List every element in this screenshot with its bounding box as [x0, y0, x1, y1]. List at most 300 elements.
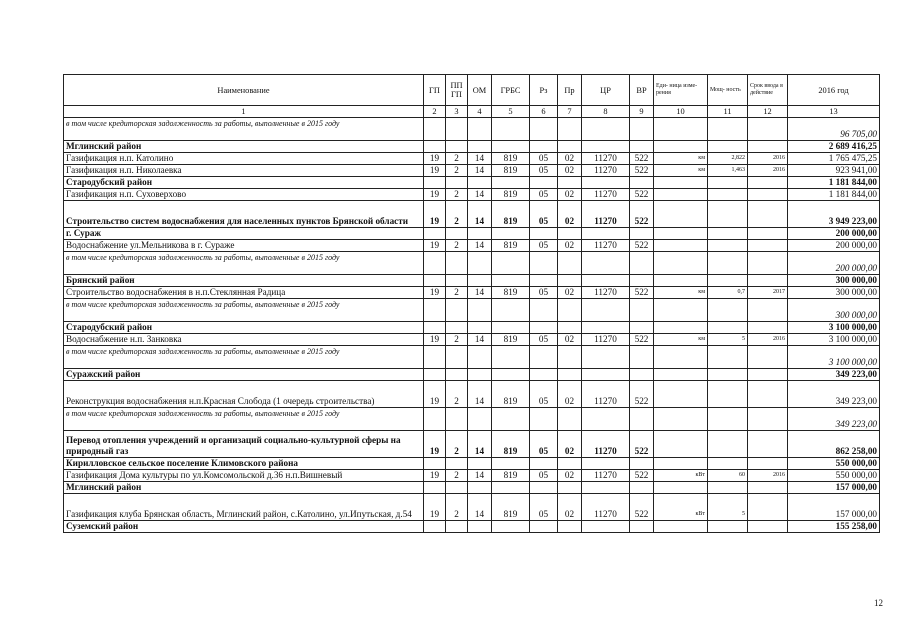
row-name: в том числе кредиторская задолженность за работы, выполненные в 2015 году [64, 118, 424, 141]
cell-term [748, 431, 788, 458]
cell-term [748, 381, 788, 408]
code-gp [424, 252, 446, 275]
code-grbs: 819 [492, 381, 530, 408]
cell-power [708, 482, 748, 494]
cell-unit: км [654, 165, 708, 177]
code-cs [582, 228, 630, 240]
row-amount: 349 223,00 [788, 369, 880, 381]
row-amount: 155 258,00 [788, 521, 880, 533]
code-rz [530, 275, 558, 287]
code-ppgp: 2 [446, 153, 468, 165]
code-om [468, 299, 492, 322]
code-grbs: 819 [492, 470, 530, 482]
code-pr [558, 299, 582, 322]
code-cs [582, 346, 630, 369]
code-vr [630, 299, 654, 322]
code-gp: 19 [424, 240, 446, 252]
cell-term [748, 346, 788, 369]
code-gp [424, 228, 446, 240]
row-name: г. Сураж [64, 228, 424, 240]
row-name: Газификация н.п. Католино [64, 153, 424, 165]
header-name: Наименование [64, 75, 424, 106]
row-amount: 157 000,00 [788, 482, 880, 494]
cell-unit [654, 521, 708, 533]
header-om: ОМ [468, 75, 492, 106]
code-rz: 05 [530, 470, 558, 482]
code-pr [558, 346, 582, 369]
code-om: 14 [468, 494, 492, 521]
code-vr: 522 [630, 470, 654, 482]
cell-power: 0,7 [708, 287, 748, 299]
code-ppgp [446, 228, 468, 240]
code-vr [630, 275, 654, 287]
code-om [468, 177, 492, 189]
table-row [64, 458, 880, 470]
column-number: 12 [748, 106, 788, 118]
code-ppgp: 2 [446, 494, 468, 521]
column-number: 11 [708, 106, 748, 118]
cell-power [708, 252, 748, 275]
cell-term [748, 458, 788, 470]
cell-term [748, 322, 788, 334]
row-amount: 1 765 475,25 [788, 153, 880, 165]
code-rz [530, 322, 558, 334]
code-om [468, 458, 492, 470]
code-grbs [492, 299, 530, 322]
code-om: 14 [468, 431, 492, 458]
header-cs: ЦР [582, 75, 630, 106]
column-number: 3 [446, 106, 468, 118]
row-amount: 3 949 223,00 [788, 201, 880, 228]
page-number: 12 [874, 598, 883, 608]
cell-term [748, 369, 788, 381]
code-rz: 05 [530, 240, 558, 252]
code-om [468, 521, 492, 533]
code-vr [630, 521, 654, 533]
code-grbs [492, 141, 530, 153]
row-amount: 300 000,00 [788, 275, 880, 287]
cell-power [708, 228, 748, 240]
code-om: 14 [468, 201, 492, 228]
code-gp [424, 482, 446, 494]
cell-power [708, 369, 748, 381]
code-gp: 19 [424, 381, 446, 408]
cell-power [708, 189, 748, 201]
row-name: в том числе кредиторская задолженность за работы, выполненные в 2015 году [64, 408, 424, 431]
row-name: Реконструкция водоснабжения н.п.Красная Слобода (1 очередь строительства) [64, 381, 424, 408]
cell-unit: кВт [654, 470, 708, 482]
code-pr [558, 322, 582, 334]
table-row [64, 177, 880, 189]
cell-unit [654, 118, 708, 141]
row-amount: 1 181 844,00 [788, 177, 880, 189]
table-row [64, 494, 880, 521]
code-gp [424, 369, 446, 381]
code-om [468, 322, 492, 334]
code-grbs: 819 [492, 431, 530, 458]
table-row [64, 165, 880, 177]
code-vr: 522 [630, 240, 654, 252]
code-rz [530, 141, 558, 153]
table-row [64, 275, 880, 287]
column-number: 1 [64, 106, 424, 118]
code-gp: 19 [424, 189, 446, 201]
code-cs [582, 322, 630, 334]
column-number: 8 [582, 106, 630, 118]
column-number: 4 [468, 106, 492, 118]
code-ppgp [446, 521, 468, 533]
code-rz [530, 118, 558, 141]
cell-power: 1,463 [708, 165, 748, 177]
code-rz: 05 [530, 494, 558, 521]
cell-term [748, 240, 788, 252]
cell-unit: кВт [654, 494, 708, 521]
cell-power [708, 141, 748, 153]
row-name: Строительство водоснабжения в н.п.Стеклянная Радица [64, 287, 424, 299]
code-rz [530, 369, 558, 381]
code-grbs: 819 [492, 201, 530, 228]
table-row [64, 521, 880, 533]
cell-term [748, 275, 788, 287]
code-rz: 05 [530, 381, 558, 408]
cell-unit [654, 381, 708, 408]
code-rz [530, 458, 558, 470]
code-rz: 05 [530, 201, 558, 228]
cell-term: 2016 [748, 470, 788, 482]
code-rz [530, 252, 558, 275]
cell-unit [654, 189, 708, 201]
code-vr [630, 482, 654, 494]
cell-unit: км [654, 287, 708, 299]
code-cs: 11270 [582, 470, 630, 482]
code-vr: 522 [630, 431, 654, 458]
cell-power [708, 458, 748, 470]
code-ppgp: 2 [446, 381, 468, 408]
code-pr [558, 252, 582, 275]
cell-unit [654, 346, 708, 369]
row-name: в том числе кредиторская задолженность за работы, выполненные в 2015 году [64, 299, 424, 322]
cell-term [748, 177, 788, 189]
header-pr: Пр [558, 75, 582, 106]
column-number: 2 [424, 106, 446, 118]
row-amount: 3 100 000,00 [788, 322, 880, 334]
cell-unit [654, 275, 708, 287]
code-grbs [492, 482, 530, 494]
table-row [64, 322, 880, 334]
code-cs [582, 521, 630, 533]
code-gp [424, 299, 446, 322]
code-ppgp [446, 482, 468, 494]
header-year: 2016 год [788, 75, 880, 106]
cell-power [708, 118, 748, 141]
code-gp [424, 141, 446, 153]
cell-power [708, 408, 748, 431]
cell-power [708, 431, 748, 458]
cell-unit [654, 201, 708, 228]
cell-power: 5 [708, 334, 748, 346]
code-pr: 02 [558, 287, 582, 299]
table-row [64, 240, 880, 252]
code-rz: 05 [530, 165, 558, 177]
code-grbs [492, 252, 530, 275]
code-pr: 02 [558, 201, 582, 228]
code-gp: 19 [424, 334, 446, 346]
code-om: 14 [468, 381, 492, 408]
code-pr [558, 408, 582, 431]
code-vr: 522 [630, 381, 654, 408]
row-amount: 550 000,00 [788, 458, 880, 470]
code-rz [530, 482, 558, 494]
row-name: Стародубский район [64, 322, 424, 334]
code-grbs [492, 408, 530, 431]
row-name: Суземский район [64, 521, 424, 533]
column-number: 7 [558, 106, 582, 118]
cell-power [708, 346, 748, 369]
code-gp [424, 118, 446, 141]
row-name: Перевод отопления учреждений и организаций социально-культурной сферы на природный газ [64, 431, 424, 458]
code-grbs: 819 [492, 494, 530, 521]
code-gp: 19 [424, 165, 446, 177]
row-amount: 200 000,00 [788, 252, 880, 275]
table-row [64, 189, 880, 201]
table-row [64, 287, 880, 299]
code-pr: 02 [558, 494, 582, 521]
code-rz [530, 299, 558, 322]
code-om [468, 275, 492, 287]
table-row [64, 252, 880, 275]
code-pr: 02 [558, 189, 582, 201]
code-ppgp [446, 118, 468, 141]
code-gp [424, 346, 446, 369]
header-vr: ВР [630, 75, 654, 106]
code-pr [558, 275, 582, 287]
code-om: 14 [468, 189, 492, 201]
code-gp: 19 [424, 153, 446, 165]
code-vr [630, 369, 654, 381]
cell-term [748, 521, 788, 533]
row-name: Водоснабжение н.п. Занковка [64, 334, 424, 346]
cell-term [748, 141, 788, 153]
cell-unit [654, 240, 708, 252]
table-row [64, 118, 880, 141]
cell-term: 2016 [748, 165, 788, 177]
cell-unit [654, 458, 708, 470]
code-grbs: 819 [492, 165, 530, 177]
code-ppgp [446, 322, 468, 334]
code-gp [424, 275, 446, 287]
code-rz [530, 346, 558, 369]
code-om: 14 [468, 165, 492, 177]
cell-power [708, 275, 748, 287]
code-rz [530, 521, 558, 533]
cell-term [748, 299, 788, 322]
code-vr [630, 408, 654, 431]
code-cs: 11270 [582, 287, 630, 299]
code-ppgp: 2 [446, 470, 468, 482]
column-number: 13 [788, 106, 880, 118]
table-row [64, 299, 880, 322]
code-ppgp [446, 369, 468, 381]
code-grbs: 819 [492, 334, 530, 346]
table-row [64, 369, 880, 381]
cell-term: 2017 [748, 287, 788, 299]
cell-unit [654, 299, 708, 322]
header-gp: ГП [424, 75, 446, 106]
code-pr [558, 369, 582, 381]
code-om [468, 408, 492, 431]
column-number: 5 [492, 106, 530, 118]
code-pr: 02 [558, 334, 582, 346]
row-name: Газификация н.п. Суховерхово [64, 189, 424, 201]
budget-table-sheet [63, 74, 879, 533]
code-gp: 19 [424, 287, 446, 299]
code-om [468, 228, 492, 240]
code-vr [630, 458, 654, 470]
header-ppgp: ПП ГП [446, 75, 468, 106]
cell-power: 60 [708, 470, 748, 482]
code-grbs: 819 [492, 287, 530, 299]
code-vr [630, 346, 654, 369]
code-vr [630, 118, 654, 141]
code-om: 14 [468, 287, 492, 299]
cell-term [748, 482, 788, 494]
code-vr: 522 [630, 165, 654, 177]
header-unit: Еди- ница изме- рения [654, 75, 708, 106]
code-grbs: 819 [492, 240, 530, 252]
code-om [468, 482, 492, 494]
row-amount: 349 223,00 [788, 408, 880, 431]
code-om [468, 141, 492, 153]
code-gp [424, 177, 446, 189]
code-cs: 11270 [582, 189, 630, 201]
row-amount: 550 000,00 [788, 470, 880, 482]
cell-unit [654, 252, 708, 275]
cell-power [708, 299, 748, 322]
row-amount: 96 705,00 [788, 118, 880, 141]
code-cs [582, 141, 630, 153]
cell-power [708, 381, 748, 408]
code-grbs [492, 521, 530, 533]
code-cs [582, 482, 630, 494]
cell-unit [654, 141, 708, 153]
code-cs [582, 177, 630, 189]
row-name: Газификация Дома культуры по ул.Комсомольской д.36 н.п.Вишневый [64, 470, 424, 482]
code-vr [630, 141, 654, 153]
code-grbs [492, 458, 530, 470]
code-cs: 11270 [582, 381, 630, 408]
code-om [468, 118, 492, 141]
code-cs [582, 118, 630, 141]
header-term: Срок ввода в действие [748, 75, 788, 106]
table-header-row [64, 75, 880, 106]
code-ppgp [446, 408, 468, 431]
code-pr [558, 521, 582, 533]
cell-power: 5 [708, 494, 748, 521]
cell-term [748, 494, 788, 521]
code-gp: 19 [424, 431, 446, 458]
code-ppgp: 2 [446, 201, 468, 228]
code-rz [530, 408, 558, 431]
cell-term [748, 118, 788, 141]
code-grbs [492, 177, 530, 189]
code-grbs [492, 346, 530, 369]
code-ppgp: 2 [446, 334, 468, 346]
cell-term [748, 228, 788, 240]
code-vr [630, 228, 654, 240]
code-om: 14 [468, 334, 492, 346]
code-gp: 19 [424, 494, 446, 521]
code-cs: 11270 [582, 494, 630, 521]
code-cs [582, 408, 630, 431]
code-om [468, 346, 492, 369]
code-om: 14 [468, 470, 492, 482]
row-amount: 923 941,00 [788, 165, 880, 177]
cell-unit [654, 408, 708, 431]
cell-term [748, 201, 788, 228]
code-ppgp [446, 177, 468, 189]
code-ppgp: 2 [446, 165, 468, 177]
table-row [64, 334, 880, 346]
table-row [64, 201, 880, 228]
code-ppgp: 2 [446, 431, 468, 458]
code-pr [558, 177, 582, 189]
code-gp [424, 408, 446, 431]
row-amount: 3 100 000,00 [788, 346, 880, 369]
code-cs [582, 299, 630, 322]
table-row [64, 470, 880, 482]
code-grbs [492, 118, 530, 141]
code-vr: 522 [630, 287, 654, 299]
cell-power [708, 201, 748, 228]
cell-power [708, 322, 748, 334]
cell-term: 2016 [748, 334, 788, 346]
code-vr: 522 [630, 334, 654, 346]
code-om [468, 252, 492, 275]
code-cs: 11270 [582, 201, 630, 228]
table-row [64, 346, 880, 369]
cell-unit [654, 177, 708, 189]
code-rz [530, 228, 558, 240]
code-ppgp [446, 346, 468, 369]
code-ppgp [446, 252, 468, 275]
code-gp [424, 458, 446, 470]
code-pr: 02 [558, 470, 582, 482]
code-gp: 19 [424, 201, 446, 228]
header-power: Мощ- ность [708, 75, 748, 106]
row-amount: 1 181 844,00 [788, 189, 880, 201]
code-pr: 02 [558, 153, 582, 165]
row-name: Мглинский район [64, 482, 424, 494]
code-om: 14 [468, 153, 492, 165]
cell-term [748, 252, 788, 275]
cell-power: 2,822 [708, 153, 748, 165]
table-row [64, 431, 880, 458]
cell-unit: км [654, 153, 708, 165]
cell-term: 2016 [748, 153, 788, 165]
code-ppgp: 2 [446, 189, 468, 201]
table-body [64, 118, 880, 533]
code-grbs: 819 [492, 189, 530, 201]
code-vr [630, 252, 654, 275]
code-pr: 02 [558, 381, 582, 408]
code-gp [424, 322, 446, 334]
code-pr [558, 458, 582, 470]
code-vr: 522 [630, 494, 654, 521]
code-pr: 02 [558, 240, 582, 252]
row-name: Водоснабжение ул.Мельникова в г. Сураже [64, 240, 424, 252]
code-rz: 05 [530, 189, 558, 201]
code-cs [582, 252, 630, 275]
